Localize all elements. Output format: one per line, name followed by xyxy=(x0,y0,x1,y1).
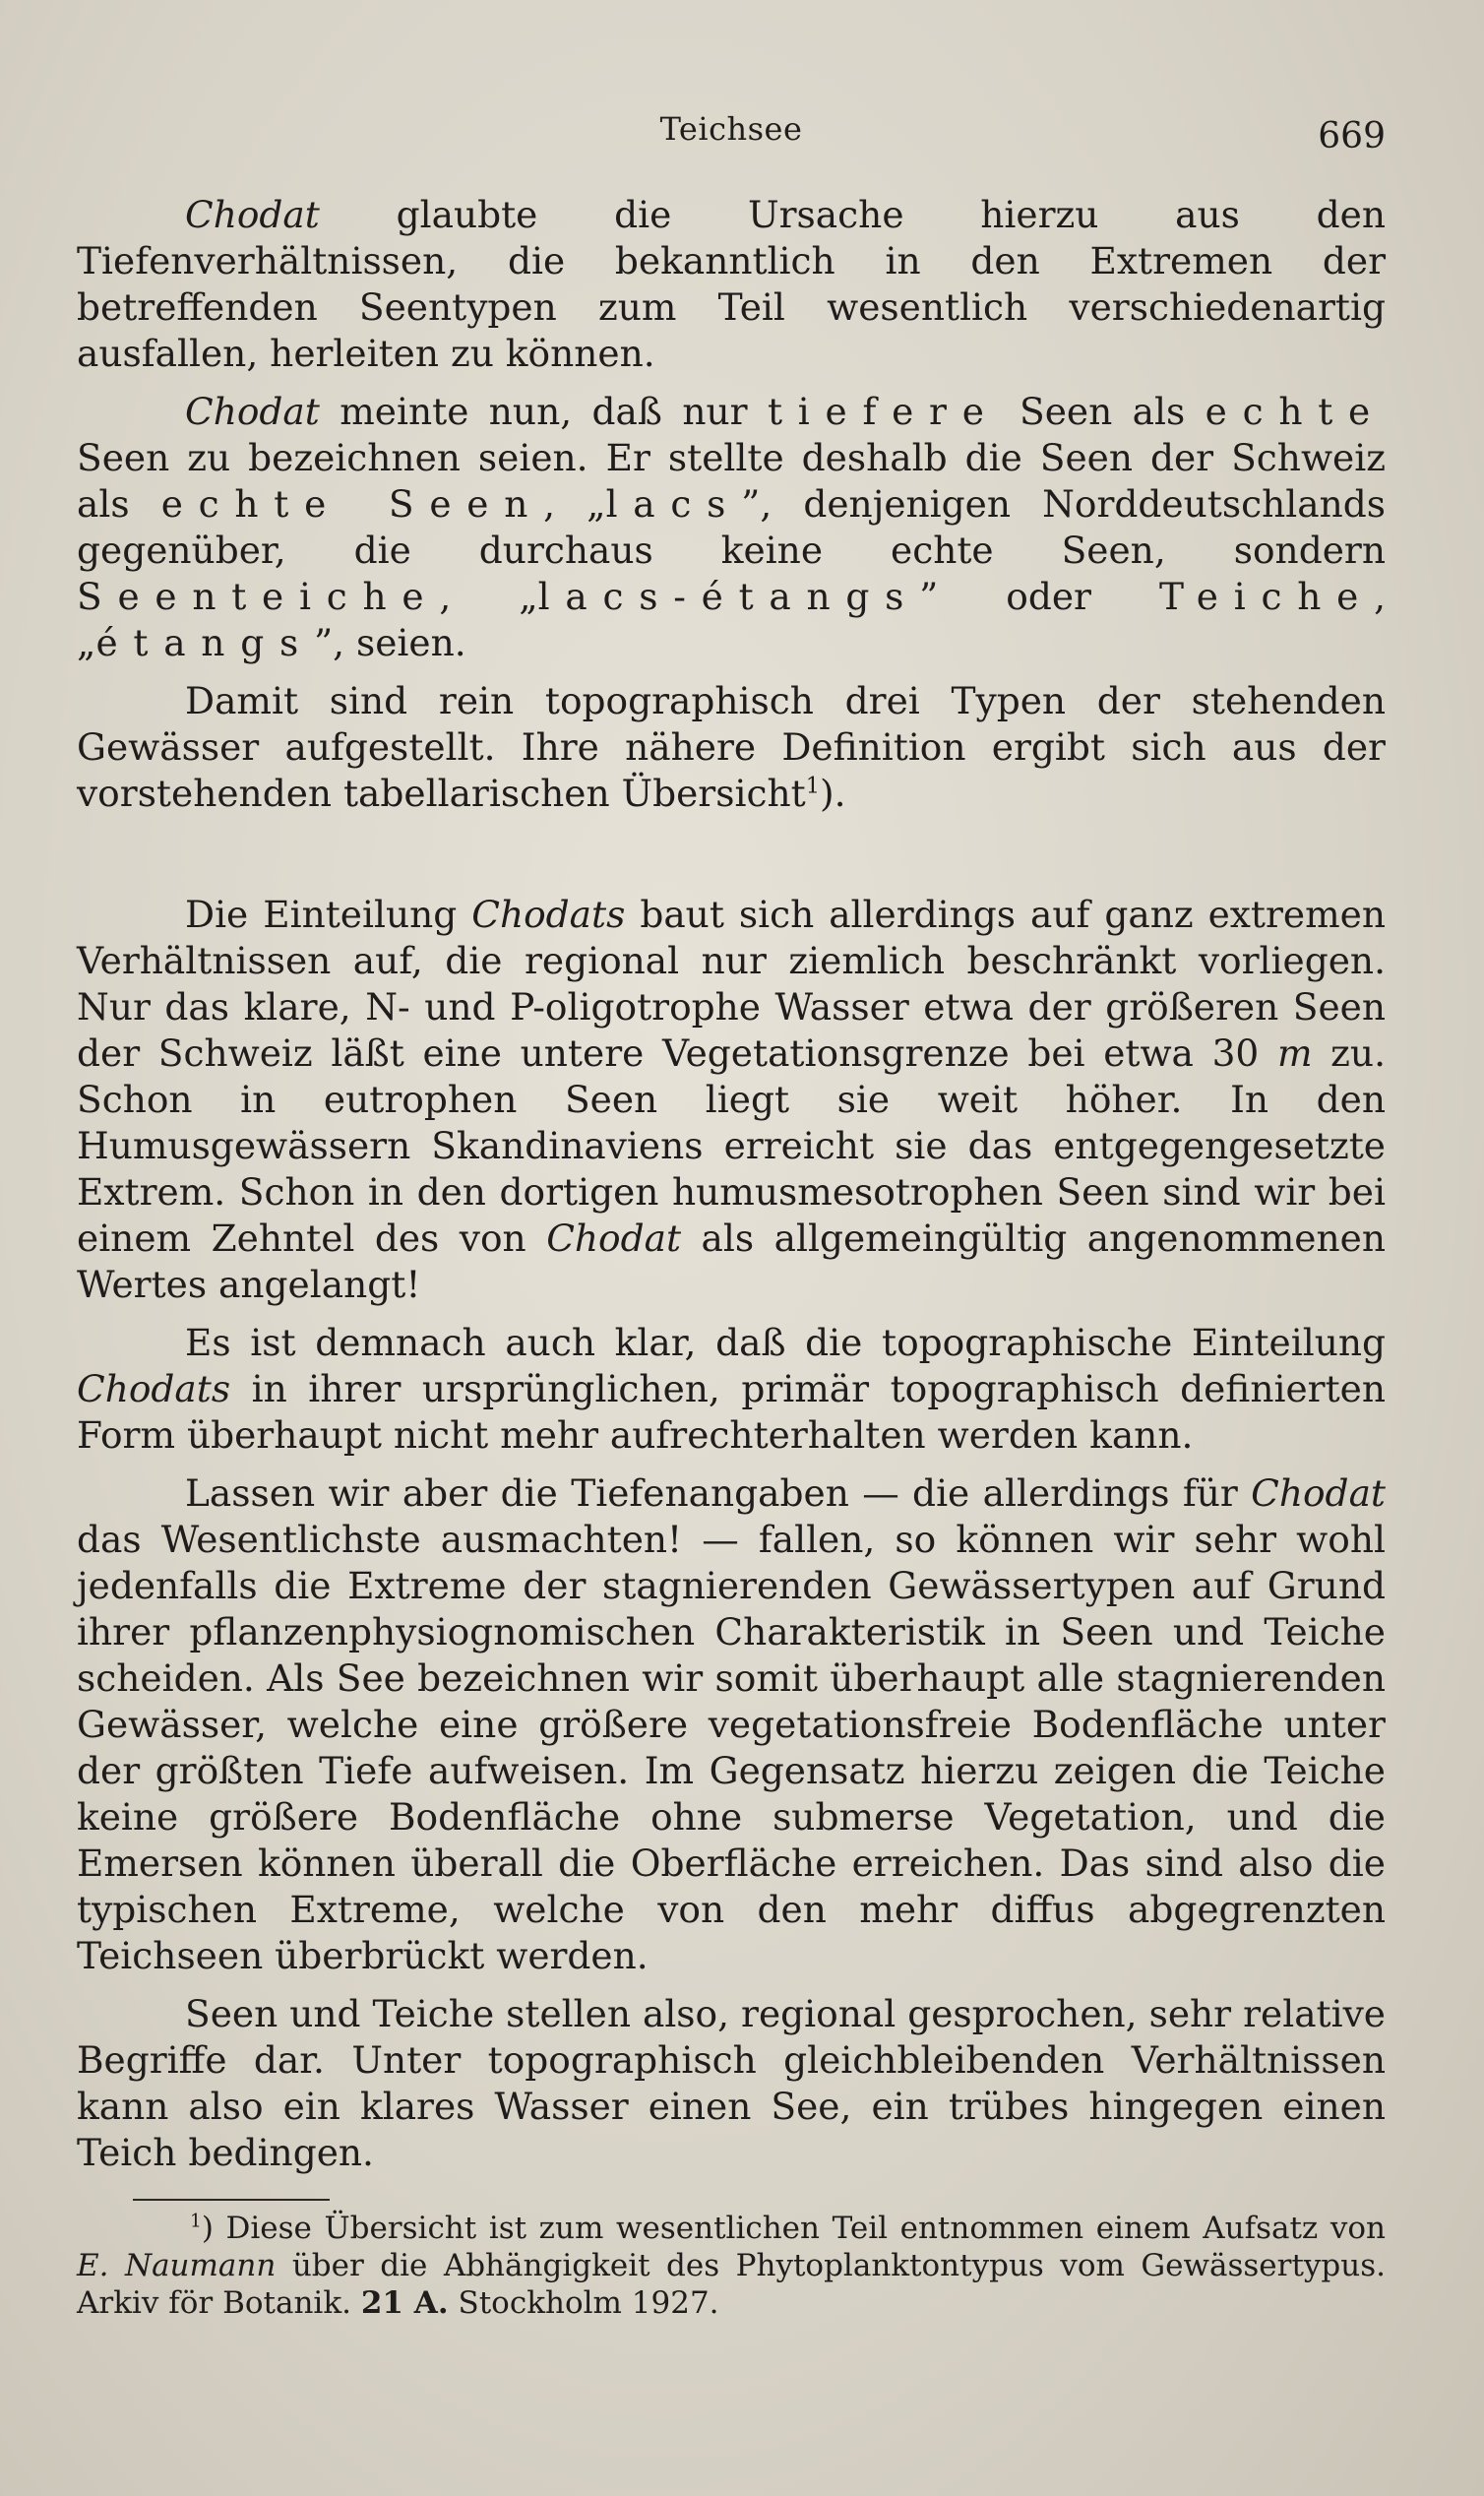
author-name: Chodat xyxy=(546,1217,682,1260)
text-run: Stockholm 1927. xyxy=(448,2285,719,2321)
footnote-1 xyxy=(77,2210,1386,2322)
spaced-term: lacs-étangs xyxy=(537,575,920,618)
paragraph-3 xyxy=(77,678,1386,817)
author-name: Chodat xyxy=(1251,1471,1386,1515)
text-run: Damit sind rein topographisch drei Typen der stehenden Gewässer aufgestellt. Ihre nähere Definition ergibt sich aus der vorstehenden tabellarischen Übersicht xyxy=(77,679,1386,815)
text-run: als allgemeingültig angenommenen Wertes angelangt! xyxy=(77,1217,1386,1306)
text-run: , „ xyxy=(439,575,538,618)
paragraph-5 xyxy=(77,1320,1386,1459)
text-run: ” oder xyxy=(919,575,1159,618)
text-run: zu. Schon in eutrophen Seen liegt sie weit höher. In den Humusgewässern Skandinaviens erreicht sie das entgegengesetzte Extrem. Schon in den dortigen humusmesotrophen Seen sind wir bei einem Zehntel des von xyxy=(77,1031,1386,1260)
text-run: , „ xyxy=(543,482,606,526)
text-run: das Wesentlichste ausmachten! — fallen, so können wir sehr wohl jedenfalls die Extreme der stagnierenden Gewässertypen auf Grund ihrer pflanzenphysiognomischen Charakteristik in Seen und Teiche scheiden. Als See bezeichnen wir somit überhaupt alle stagnierenden Gewässer, welche eine größere vegetationsfreie Bodenfläche unter der größten Tiefe aufweisen. Im Gegensatz hierzu zeigen die Teiche keine größere Bodenfläche ohne submerse Vegetation, und die Emersen können überall die Oberfläche erreichen. Das sind also die typischen Extreme, welche von den mehr diffus abgegrenzten Teichseen überbrückt werden. xyxy=(77,1518,1386,1977)
body-text xyxy=(77,192,1386,2176)
unit: m xyxy=(1276,1031,1313,1075)
text-run: ). xyxy=(820,772,846,815)
paragraph-1 xyxy=(77,192,1386,377)
text-run: , „ xyxy=(77,575,1386,664)
text-run: in ihrer ursprünglichen, primär topographisch definierten Form überhaupt nicht mehr aufrechterhalten werden kann. xyxy=(77,1367,1386,1457)
page-header xyxy=(77,110,1386,159)
text-run: Die Einteilung xyxy=(185,893,472,936)
paragraph-6 xyxy=(77,1470,1386,1979)
text-run: Seen als xyxy=(999,390,1206,433)
spaced-term: Seenteiche xyxy=(77,575,440,618)
text-run: Lassen wir aber die Tiefenangaben — die allerdings für xyxy=(185,1471,1252,1515)
text-run: glaubte die Ursache hierzu aus den Tiefenverhältnissen, die bekanntlich in den Extremen der betreffenden Seentypen zum Teil wesentlich verschiedenartig ausfallen, herleiten zu können. xyxy=(77,193,1386,375)
spaced-term: étangs xyxy=(95,621,314,664)
text-run: ”, denjenigen Norddeutschlands gegenüber, die durchaus keine echte Seen, sondern xyxy=(77,482,1386,572)
text-run: Seen zu bezeichnen seien. Er stellte deshalb die Seen der Schweiz als xyxy=(77,436,1386,526)
footnotes xyxy=(77,2210,1386,2322)
author-name: Chodats xyxy=(471,893,626,936)
paragraph-2 xyxy=(77,389,1386,666)
text-run: ”, seien. xyxy=(313,621,466,664)
text-run: Seen und Teiche stellen also, regional gesprochen, sehr relative Begriffe dar. Unter topographisch gleichbleibenden Verhältnissen kann also ein klares Wasser einen See, ein trübes hingegen einen Teich bedingen. xyxy=(77,1992,1386,2174)
footnote-divider xyxy=(133,2199,330,2201)
text-run: ) Diese Übersicht ist zum wesentlichen Teil entnommen einem Aufsatz von xyxy=(201,2211,1386,2246)
author-name: E. Naumann xyxy=(77,2248,277,2283)
author-name: Chodat xyxy=(185,390,320,433)
paragraph-7 xyxy=(77,1991,1386,2176)
text-run: baut sich allerdings auf ganz extremen Verhältnissen auf, die regional nur ziemlich beschränkt vorliegen. Nur das klare, N- und P-oligotrophe Wasser etwa der größeren Seen der Schweiz läßt eine untere Vegetationsgrenze bei etwa 30 xyxy=(77,893,1387,1075)
spaced-term: tiefere xyxy=(767,390,1000,433)
author-name: Chodat xyxy=(185,193,320,236)
text-run: meinte nun, daß nur xyxy=(319,390,768,433)
page-number: 669 xyxy=(1318,116,1386,156)
spaced-term: lacs xyxy=(605,482,742,526)
spaced-term: Teiche xyxy=(1158,575,1375,618)
volume-number: 21 A. xyxy=(360,2285,449,2321)
text-run: Es ist demnach auch klar, daß die topographische Einteilung xyxy=(185,1321,1386,1364)
spaced-term: echte xyxy=(1205,390,1386,433)
author-name: Chodats xyxy=(77,1367,231,1410)
running-head: Teichsee xyxy=(659,110,803,148)
spaced-term: echte Seen xyxy=(160,482,544,526)
footnote-ref: 1 xyxy=(805,773,821,799)
footnote-marker: 1 xyxy=(190,2211,202,2232)
text-run: über die Abhängigkeit des Phytoplanktontypus vom Gewässertypus. Arkiv för Botanik. xyxy=(77,2248,1387,2321)
paragraph-4 xyxy=(77,892,1386,1308)
